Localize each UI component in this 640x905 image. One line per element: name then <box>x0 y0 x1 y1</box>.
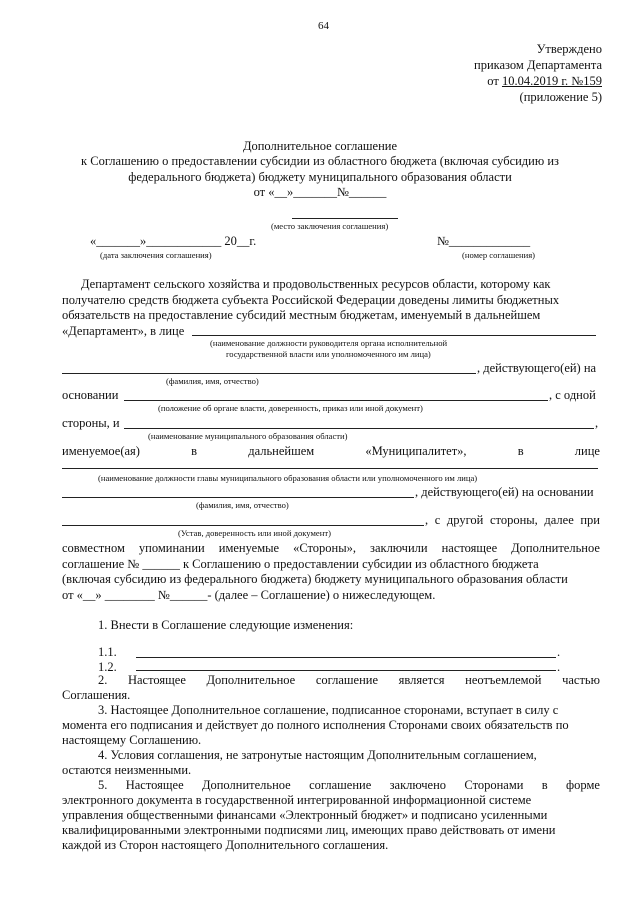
body-line: получателю средств бюджета субъекта Российской Федерации доведены лимиты бюджетных <box>62 293 560 307</box>
word: другой <box>446 513 484 527</box>
place-line <box>292 218 398 219</box>
item-dot: . <box>557 660 561 674</box>
doc-title: Дополнительное соглашение <box>242 139 398 153</box>
word: стороны, <box>489 513 538 527</box>
blank-line <box>136 670 556 671</box>
item-5 <box>98 779 600 792</box>
word: соглашение <box>315 673 379 687</box>
body-line: момента его подписания и действует до полного исполнения Сторонами своих обязательств по <box>62 718 569 732</box>
approval-line-4: (приложение 5) <box>519 90 602 104</box>
blank-line <box>192 335 596 336</box>
doc-title-line-3: федерального бюджета) бюджету муниципального образования области <box>128 170 512 184</box>
body-line: основании <box>62 388 119 402</box>
field-hint: (наименование должности руководителя органа исполнительной <box>210 338 448 348</box>
agreement-date-line: «_______»____________ 20__г. <box>90 234 257 248</box>
body-line <box>62 542 600 555</box>
word: форме <box>566 778 600 792</box>
doc-title-line-4: от «__»_______№______ <box>253 185 387 199</box>
body-line: , действующего(ей) на основании <box>415 485 594 499</box>
word: дальнейшем <box>248 444 315 458</box>
word: Настоящее <box>125 778 184 792</box>
word: «Муниципалитет», <box>365 444 467 458</box>
approval-date-prefix: от <box>487 74 502 88</box>
word: Настоящее <box>127 673 186 687</box>
word: , <box>425 513 429 527</box>
body-line: , <box>595 416 599 430</box>
approval-line-2: приказом Департамента <box>474 58 602 72</box>
word: является <box>398 673 445 687</box>
blank-line <box>124 400 548 401</box>
word: 2. <box>98 673 108 687</box>
agreement-date-label: (дата заключения соглашения) <box>100 250 212 260</box>
body-line: Соглашения. <box>62 688 131 702</box>
field-hint: государственной власти или уполномоченного им лица) <box>226 349 431 359</box>
word: «Стороны», <box>293 541 357 555</box>
word: Дополнительное <box>206 673 296 687</box>
blank-line <box>124 428 594 429</box>
approval-line-1: Утверждено <box>536 42 602 56</box>
word: далее <box>544 513 574 527</box>
word: именуемые <box>218 541 280 555</box>
other-side-line <box>425 514 600 527</box>
word: неотъемлемой <box>465 673 542 687</box>
body-line: каждой из Сторон настоящего Дополнительного соглашения. <box>62 838 389 852</box>
body-line: Департамент сельского хозяйства и продовольственных ресурсов области, которому как <box>81 277 551 291</box>
word: в <box>517 444 524 458</box>
word: частью <box>562 673 600 687</box>
body-line: настоящему Соглашению. <box>62 733 202 747</box>
word: лице <box>574 444 600 458</box>
field-hint: (Устав, доверенность или иной документ) <box>178 528 331 538</box>
body-line: обязательств на предоставление субсидий местным бюджетам, именуемый в дальнейшем <box>62 308 541 322</box>
item-dot: . <box>557 645 561 659</box>
body-line: квалифицированными электронными подписями лиц, имеющих право действовать от имени <box>62 823 556 837</box>
word: Сторонами <box>464 778 524 792</box>
blank-line <box>62 497 414 498</box>
body-line: стороны, и <box>62 416 120 430</box>
item-1-1: 1.1. <box>98 645 117 659</box>
item-4: 4. Условия соглашения, не затронутые настоящим Дополнительным соглашением, <box>98 748 537 762</box>
word: 5. <box>98 778 108 792</box>
place-label: (место заключения соглашения) <box>271 221 389 231</box>
body-line: , с одной <box>549 388 596 402</box>
field-hint: (положение об органе власти, доверенность, приказ или иной документ) <box>158 403 423 413</box>
body-line: электронного документа в государственной интегрированной информационной системе <box>62 793 532 807</box>
blank-line <box>62 468 598 469</box>
word: Дополнительное <box>201 778 291 792</box>
body-line: (включая субсидию из федерального бюджета) бюджету муниципального образования области <box>62 572 568 586</box>
word: заключили <box>370 541 428 555</box>
doc-title-line-2: к Соглашению о предоставлении субсидии из областного бюджета (включая субсидию из <box>81 154 559 168</box>
word: именуемое(ая) <box>62 444 140 458</box>
item-1-2: 1.2. <box>98 660 117 674</box>
word: Дополнительное <box>511 541 600 555</box>
blank-line <box>62 373 476 374</box>
page-number: 64 <box>318 20 329 32</box>
word: упоминании <box>138 541 205 555</box>
item-1: 1. Внести в Соглашение следующие изменения: <box>98 618 354 632</box>
agreement-number-label: (номер соглашения) <box>462 250 536 260</box>
body-line: управления общественными финансами «Электронный бюджет» и подписано усиленными <box>62 808 548 822</box>
word: в <box>541 778 548 792</box>
item-3: 3. Настоящее Дополнительное соглашение, подписанное сторонами, вступает в силу с <box>98 703 559 717</box>
item-2 <box>98 674 600 687</box>
field-hint: (фамилия, имя, отчество) <box>166 376 259 386</box>
approval-date <box>487 75 602 88</box>
approval-date-value: 10.04.2019 г. №159 <box>501 74 602 88</box>
word: настоящее <box>441 541 498 555</box>
body-line: , действующего(ей) на <box>477 361 597 375</box>
word: при <box>580 513 600 527</box>
body-line: от «__» ________ №______- (далее – Соглашение) о нижеследующем. <box>62 588 436 602</box>
word: совместном <box>62 541 125 555</box>
word: с <box>434 513 441 527</box>
field-hint: (наименование муниципального образования области) <box>148 431 348 441</box>
blank-line <box>136 657 556 658</box>
body-line: остаются неизменными. <box>62 763 192 777</box>
word: заключено <box>389 778 447 792</box>
body-line: «Департамент», в лице <box>62 324 185 338</box>
body-line: соглашение № ______ к Соглашению о предоставлении субсидии из областного бюджета <box>62 557 539 571</box>
word: соглашение <box>309 778 372 792</box>
field-hint: (наименование должности главы муниципального образования области или уполномоченного им лица) <box>98 473 478 483</box>
field-hint: (фамилия, имя, отчество) <box>196 500 289 510</box>
named-line <box>62 445 600 458</box>
blank-line <box>62 525 424 526</box>
word: в <box>191 444 198 458</box>
agreement-number-line: №_____________ <box>437 234 531 248</box>
